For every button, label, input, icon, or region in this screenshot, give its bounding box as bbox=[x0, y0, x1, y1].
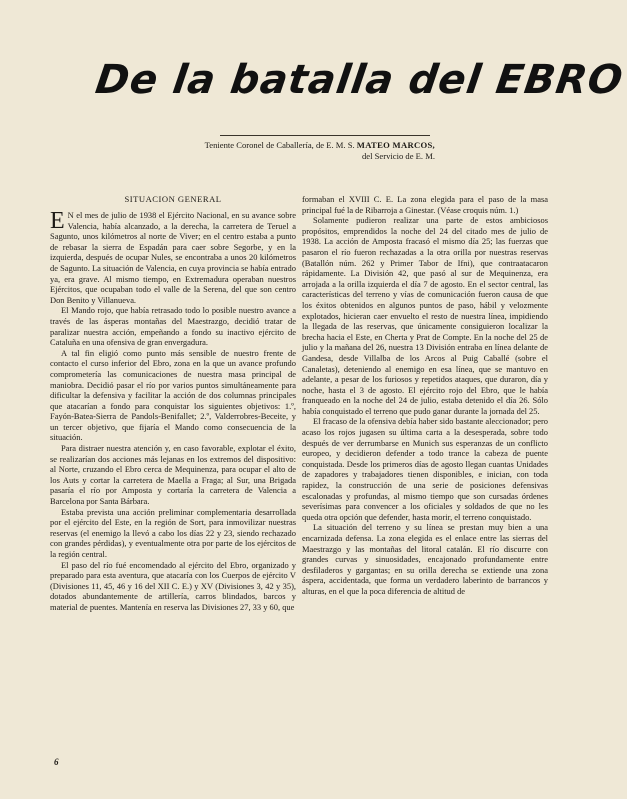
paragraph: El paso del río fué encomendado al ejército del Ebro, organizado y preparado para esta aventura, que atacaría con los Cuerpos de ejército V (Divisiones 11, 45, 46 y 16 del XII C. E.) y XV (Divisiones 3, 42 y 35), dotados abundantemente de artillería, carros blindados, barcos y material de puentes. Mantenía en reserva las Divisiones 27, 33 y 60, que bbox=[50, 559, 296, 612]
article-title: De la batalla del EBRO bbox=[92, 57, 627, 103]
paragraph: Estaba prevista una acción preliminar complementaria desarrollada por el ejército del Este, en la región de Sort, para inmovilizar nuestras reservas (el enemigo la llevó a cabo los días 22 y 23, siendo rechazado con grandes pérdidas), y eventualmente otra por parte de los ejércitos de la región central. bbox=[50, 506, 296, 559]
paragraph bbox=[50, 210, 296, 305]
paragraph: formaban el XVIII C. E. La zona elegida para el paso de la masa principal fué la de Ribarroja a Ginestar. (Véase croquis núm. 1.) bbox=[302, 194, 548, 215]
left-column bbox=[50, 190, 296, 725]
article-byline bbox=[150, 140, 435, 161]
paragraph: A tal fin eligió como punto más sensible de nuestro frente de contacto el curso inferior del Ebro, zona en la que un avance profundo comprometería las comunicaciones de nuestra masa principal de maniobra. Decidió pasar el río por varios puntos simultáneamente para dificultar la defensiva y facilitar la acción de dos columnas principales que atacarían a fondo para conquistar los siguientes objetivos: 1.º, Fayón-Batea-Sierra de Pandols-Benifallet; 2.º, Valderrobres-Beceite, y un tercer objetivo, que fijaría el Mando como consecuencia de la situación. bbox=[50, 347, 296, 443]
paragraph: La situación del terreno y su línea se prestan muy bien a una encarnizada defensa. La zona elegida es el enlace entre las sierras del Maestrazgo y las montañas del litoral catalán. El río discurre con grandes curvas y sinuosidades, encajonado profundamente entre desfiladeros y gargantas; en su orilla derecha se extiende una zona áspera, accidentada, que forma un verdadero laberinto de barrancos y alturas, en el que la poca diferencia de altitud de bbox=[302, 522, 548, 596]
page-number: 6 bbox=[54, 757, 59, 767]
paragraph-text: N el mes de julio de 1938 el Ejército Nacional, en su avance sobre Valencia, había alcanzado, a la derecha, la carretera de Teruel a Sagunto, unos kilómetros al norte de Viver; en el centro estaba a punto de rebasar la sierra de Espadán para caer sobre Segorbe, y en la izquierda, después de ocupar Nules, se encontraba a unos 20 kilómetros de Sagunto. La situación de Valencia, en cuya provincia se había entrado ya, era grave. Al mismo tiempo, en Extremadura operaban nuestros Ejércitos, que ocupaban todo el valle de la Serena, del que son centro Don Benito y Villanueva. bbox=[50, 210, 296, 305]
paragraph: Para distraer nuestra atención y, en caso favorable, explotar el éxito, se realizarían dos acciones más lejanas en los extremos del dispositivo: al Norte, cruzando el Ebro cerca de Mequinenza, para ocupar el alto de los Auts y cortar la carretera de Maella a Fraga; al Sur, una Brigada pasaría el río por Amposta y cortaría la carretera de Valencia a Barcelona por Santa Bárbara. bbox=[50, 443, 296, 507]
paragraph: El Mando rojo, que había retrasado todo lo posible nuestro avance a través de las ásperas montañas del Maestrazgo, decidió tratar de paralizar nuestra acción, empeñando a fondo su inactivo ejército de Cataluña en una ofensiva de gran envergadura. bbox=[50, 305, 296, 348]
byline-service: del Servicio de E. M. bbox=[361, 150, 435, 161]
byline-author: MATEO MARCOS, bbox=[356, 140, 435, 150]
paragraph: Solamente pudieron realizar una parte de estos ambiciosos propósitos, emprendidos la noche del 24 del citado mes de julio de 1938. La acción de Amposta fracasó el mismo día 25; las fuerzas que pasaron el río fueron rechazadas a la otra orilla por nuestras reservas (Batallón núm. 262 y Primer Tabor de Ifni), que contraatacaron rápidamente. La División 42, que pasó al sur de Mequinenza, era arrojada a la orilla izquierda el día 7 de agosto. En el sector central, las características del terreno y vías de comunicación fueron causa de que los éxitos obtenidos en algunos puntos de paso, hábil y velozmente explotados, hicieran caer envuelto el resto de nuestra línea, impidiendo la llegada de las reservas, que únicamente consiguieron localizar la brecha hacia el Este, en Cherta y Prat de Compte. En la noche del 25 de julio y la mañana del 26, nuestra 13 División entraba en línea delante de Gandesa, desde Villalba de los Arcos al Puig Caballé (sobre el Canaletas), deteniendo al enemigo en esa línea, que se mantuvo en adelante, a pesar de los furiosos y repetidos ataques, que duraron, día y noche, hasta el 3 de agosto. El ejército rojo del Ebro, que le había franqueado en la noche del 24 de julio, estaba detenido el día 26. Sólo había conquistado el terreno que pudo ganar durante la jornada del 25. bbox=[302, 215, 548, 416]
title-divider bbox=[220, 135, 430, 136]
right-column bbox=[302, 194, 548, 784]
paragraph: El fracaso de la ofensiva debía haber sido bastante aleccionador; pero acaso los rojos jugasen su última carta a la desesperada, sobre todo después de ver derrumbarse en Munich sus esperanzas de un conflicto europeo, y decidieron defender a todo trance la cabeza de puente conquistada. Desde los primeros días de agosto llegan cuantas Unidades de zapadores y trabajadores tienen disponibles, e inician, con toda rapidez, la construcción de una serie de posiciones defensivas escalonadas y profundas, al mismo tiempo que son cursadas órdenes severísimas para convencer a los oficiales y soldados de que no les queda otra opción que defender, hasta morir, el terreno conquistado. bbox=[302, 416, 548, 522]
section-heading: SITUACION GENERAL bbox=[124, 194, 222, 204]
drop-cap: E bbox=[50, 208, 65, 234]
byline-rank: Teniente Coronel de Caballería, de E. M. S. bbox=[204, 140, 355, 150]
